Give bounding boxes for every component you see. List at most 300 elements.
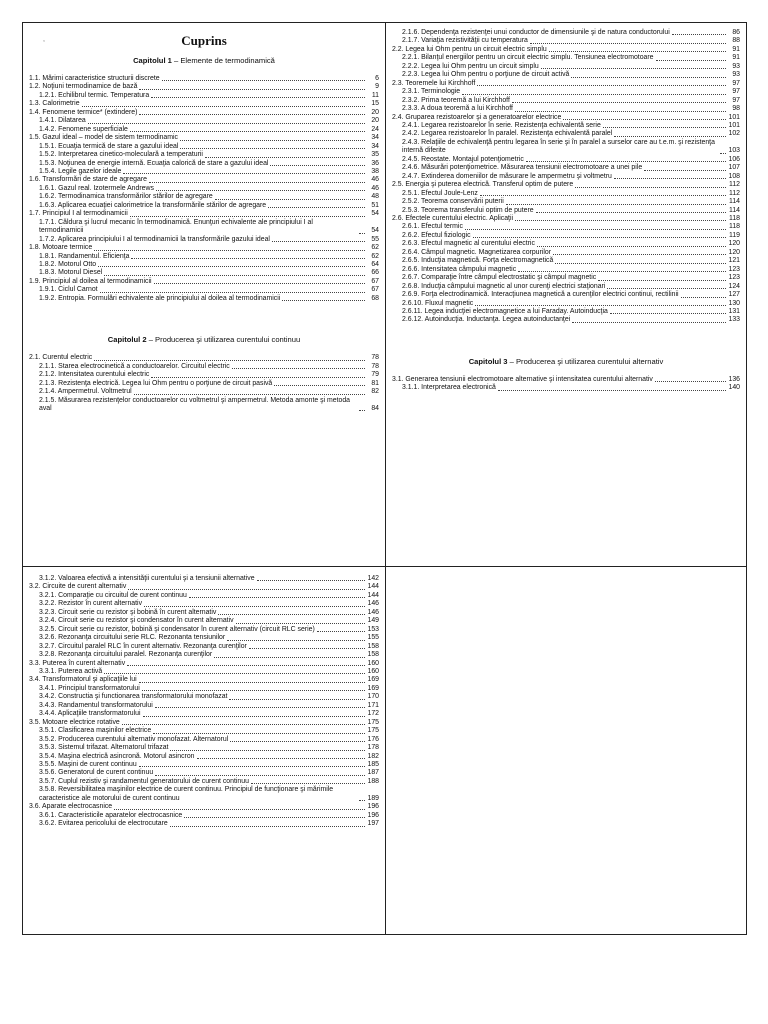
toc-entry-title: 2.4.3. Relaţiile de echivalenţă pentru legarea în serie şi în paralel a surselor care au t.e.m. şi rezistenţa internă diferite — [402, 138, 715, 155]
toc-entry-page: 160 — [367, 667, 379, 675]
dot-leader — [131, 258, 365, 259]
toc-entry — [29, 617, 379, 625]
toc-entry-title: 1.5.1. Ecuaţia termică de stare a gazului ideal — [39, 142, 179, 150]
dot-leader — [205, 157, 365, 158]
dot-leader — [317, 631, 365, 632]
dot-leader — [170, 750, 365, 751]
toc-entry — [392, 257, 740, 265]
dot-leader — [88, 123, 365, 124]
toc-entry-page: 91 — [732, 54, 740, 62]
toc-entry-page: 185 — [367, 760, 379, 768]
toc-entry-title: 2.1.6. Dependenţa rezistenţei unui conductor de dimensiunile şi de natura conductorului — [402, 29, 670, 36]
toc-entry-title: 3.2.1. Comparaţie cu circuitul de curent continuu — [39, 591, 187, 599]
dot-leader — [282, 300, 365, 301]
toc-entry-title: 2.1. Curentul electric — [29, 354, 93, 362]
toc-entry-title: 3.2. Circuite de curent alternativ — [29, 583, 127, 591]
toc-entry-page: 120 — [728, 240, 740, 248]
toc-entry — [392, 384, 740, 392]
toc-entry — [29, 778, 379, 786]
dot-leader — [100, 292, 365, 293]
toc-entry-page: 172 — [367, 710, 379, 718]
toc-entry-page: 130 — [728, 299, 740, 307]
toc-entry-title: 2.6.3. Efectul magnetic al curentului electric — [402, 240, 535, 248]
toc-entry — [392, 114, 740, 122]
toc-entry-page: 38 — [371, 167, 379, 175]
toc-entry-page: 144 — [367, 591, 379, 599]
toc-entry-page: 62 — [371, 244, 379, 252]
toc-entry — [29, 83, 379, 91]
dot-leader — [151, 97, 365, 98]
dot-leader — [268, 207, 365, 208]
toc-list — [392, 376, 740, 393]
toc-entry-title: 2.1.7. Variaţia rezistivităţii cu temperatura — [402, 37, 528, 45]
toc-entry-page: 20 — [371, 108, 379, 116]
toc-entry — [392, 232, 740, 240]
toc-entry-page: 169 — [367, 684, 379, 692]
dot-leader — [155, 707, 365, 708]
toc-entry — [392, 300, 740, 308]
toc-entry-page: 11 — [371, 91, 379, 99]
dot-leader — [189, 597, 365, 598]
toc-entry — [392, 240, 740, 248]
toc-entry-page: 93 — [732, 62, 740, 70]
toc-entry-title: 3.5. Motoare electrice rotative — [29, 718, 120, 726]
toc-entry — [29, 363, 379, 371]
dot-leader — [462, 94, 726, 95]
toc-entry — [29, 219, 379, 236]
dot-leader — [149, 182, 365, 183]
toc-entry-title: 2.4.6. Măsurări potenţiometrice. Măsurarea tensiunii electromotoare a unei pile — [402, 164, 643, 172]
toc-entry-page: 144 — [367, 583, 379, 591]
toc-entry-title: 2.2.3. Legea lui Ohm pentru o porţiune de circuit activă — [402, 71, 570, 79]
dot-leader — [230, 741, 365, 742]
dot-leader — [236, 623, 365, 624]
toc-entry — [29, 210, 379, 218]
toc-entry-page: 155 — [367, 634, 379, 642]
toc-entry-title: 2.6.6. Intensitatea câmpului magnetic — [402, 265, 517, 273]
toc-entry-title: 1.7. Principiul I al termodinamicii — [29, 210, 128, 218]
dot-leader — [530, 43, 726, 44]
toc-entry-title: 3.4.1. Principiul transformatorului — [39, 684, 140, 692]
toc-entry — [392, 54, 740, 62]
toc-entry-title: 1.5.4. Legile gazelor ideale — [39, 167, 122, 175]
dot-leader — [656, 60, 726, 61]
dot-leader — [155, 775, 365, 776]
toc-entry-page: 158 — [367, 651, 379, 659]
toc-entry-page: 15 — [371, 100, 379, 108]
toc-entry-title: 3.4.3. Randamentul transformatorului — [39, 701, 153, 709]
toc-entry-page: 20 — [371, 117, 379, 125]
toc-entry-page: 66 — [371, 269, 379, 277]
dot-leader — [526, 161, 726, 162]
toc-entry — [29, 820, 379, 828]
dot-leader — [515, 220, 726, 221]
toc-entry-title: 2.2. Legea lui Ohm pentru un circuit electric simplu — [392, 45, 547, 53]
dot-leader — [170, 826, 365, 827]
dot-leader — [151, 377, 365, 378]
toc-entry — [29, 295, 379, 303]
toc-entry-page: 84 — [371, 404, 379, 412]
dot-leader — [681, 297, 726, 298]
toc-entry — [29, 278, 379, 286]
toc-entry — [392, 249, 740, 257]
toc-entry-title: 3.1.2. Valoarea efectivă a intensităţii curentului şi a tensiunii alternative — [39, 575, 255, 582]
toc-entry-page: 78 — [371, 362, 379, 370]
toc-entry-page: 112 — [729, 181, 740, 189]
dot-leader — [480, 195, 726, 196]
toc-entry-title: 3.6. Aparate electrocasnice — [29, 803, 113, 811]
toc-entry — [29, 134, 379, 142]
dot-leader — [498, 390, 726, 391]
toc-entry — [29, 244, 379, 252]
toc-entry — [29, 727, 379, 735]
toc-entry-title: 2.1.1. Starea electrocinetică a conductoarelor. Circuitul electric — [39, 362, 230, 370]
toc-entry — [392, 105, 740, 113]
toc-entry — [392, 274, 740, 282]
toc-entry — [392, 316, 740, 324]
dot-leader — [571, 77, 726, 78]
toc-entry-title: 2.6.8. Inducţia câmpului magnetic al unor curenţi electrici staţionari — [402, 282, 606, 290]
dot-leader — [536, 212, 726, 213]
toc-entry-page: 48 — [371, 193, 379, 201]
dot-leader — [518, 271, 726, 272]
toc-entry-title: 3.2.4. Circuit serie cu rezistor şi condensator în curent alternativ — [39, 617, 234, 625]
dot-leader — [603, 127, 726, 128]
dot-leader — [537, 246, 726, 247]
toc-entry — [29, 812, 379, 820]
dot-leader — [214, 657, 365, 658]
toc-entry-page: 133 — [728, 316, 740, 324]
toc-entry-page: 149 — [367, 617, 379, 625]
dot-leader — [128, 589, 365, 590]
toc-entry — [29, 253, 379, 261]
dot-leader — [197, 758, 366, 759]
toc-entry-title: 2.6.7. Comparaţie între câmpul electrostatic şi câmpul magnetic — [402, 274, 597, 282]
toc-entry — [29, 286, 379, 294]
toc-entry-page: 175 — [367, 718, 379, 726]
toc-entry-page: 182 — [367, 752, 379, 760]
toc-entry — [392, 181, 740, 189]
toc-entry — [29, 354, 379, 362]
toc-entry — [29, 193, 379, 201]
toc-entry-title: 3.3.1. Puterea activă — [39, 667, 103, 675]
toc-entry — [392, 37, 740, 45]
toc-entry-page: 197 — [367, 820, 379, 828]
toc-entry-title: 3.5.2. Producerea curentului alternativ monofazat. Alternatorul — [39, 735, 229, 743]
toc-entry — [29, 651, 379, 659]
toc-entry-page: 196 — [367, 811, 379, 819]
toc-entry-title: 2.4. Gruparea rezistoarelor şi a generatoarelor electrice — [392, 113, 562, 121]
dot-leader — [82, 106, 365, 107]
toc-entry-page: 118 — [729, 223, 740, 231]
toc-entry-title: 3.1.1. Interpretarea electronică — [402, 384, 496, 392]
toc-entry — [29, 736, 379, 744]
toc-entry — [29, 753, 379, 761]
toc-entry-page: 98 — [732, 105, 740, 113]
toc-entry-page: 51 — [371, 201, 379, 209]
toc-entry-page: 176 — [367, 735, 379, 743]
dot-leader — [134, 394, 365, 395]
toc-entry-page: 131 — [728, 307, 740, 315]
dot-leader — [515, 111, 726, 112]
toc-entry-title: 1.5. Gazul ideal – model de sistem termodinamic — [29, 134, 178, 142]
dot-leader — [227, 640, 365, 641]
toc-entry-page: 68 — [371, 294, 379, 302]
toc-entry-title: 2.3. Teoremele lui Kirchhoff — [392, 79, 476, 87]
toc-entry — [29, 143, 379, 151]
toc-entry — [29, 236, 379, 244]
toc-entry-title: 2.1.5. Măsurarea rezistenţelor conductoarelor cu voltmetrul şi ampermetrul. Metoda amonte şi metoda aval — [39, 396, 350, 412]
toc-entry-page: 170 — [367, 693, 379, 701]
toc-entry-title: 3.3. Puterea în curent alternativ — [29, 659, 126, 667]
toc-entry — [29, 702, 379, 710]
toc-entry-page: 97 — [732, 96, 740, 104]
toc-entry-title: 2.5.3. Teorema transferului optim de putere — [402, 206, 534, 214]
toc-entry-page: 108 — [728, 172, 740, 180]
toc-entry-title: 2.4.1. Legarea rezistoarelor în serie. Rezistenţa echivalentă serie — [402, 121, 601, 129]
toc-entry — [392, 215, 740, 223]
toc-entry-title: 2.3.2. Prima teoremă a lui Kirchhoff — [402, 96, 510, 104]
toc-entry-page: 54 — [371, 227, 379, 235]
toc-entry-title: 2.2.2. Legea lui Ohm pentru un circuit simplu — [402, 62, 539, 70]
dot-leader — [139, 89, 365, 90]
toc-entry-page: 101 — [728, 113, 740, 121]
toc-entry-page: 127 — [728, 291, 740, 299]
toc-entry-page: 124 — [728, 282, 740, 290]
toc-entry-title: 1.4.1. Dilatarea — [39, 117, 86, 125]
toc-entry-title: 1.6.1. Gazul real. Izotermele Andrews — [39, 184, 154, 192]
dot-leader — [598, 280, 726, 281]
toc-entry-page: 114 — [729, 198, 740, 206]
toc-entry-page: 34 — [371, 142, 379, 150]
dot-leader — [614, 178, 726, 179]
toc-entry-title: 2.4.7. Extinderea domeniilor de măsurare le ampermetru şi voltmetru — [402, 172, 612, 180]
toc-entry — [29, 168, 379, 176]
toc-entry-title: 2.5.2. Teorema conservării puterii — [402, 198, 504, 206]
toc-entry-page: 34 — [371, 134, 379, 142]
toc-entry-title: 1.8. Motoare termice — [29, 244, 93, 252]
toc-entry — [29, 109, 379, 117]
dot-leader — [162, 80, 365, 81]
toc-entry-title: 3.6.1. Caracteristicile aparatelor electrocasnice — [39, 811, 183, 819]
toc-entry-page: 142 — [367, 575, 379, 582]
toc-entry — [29, 75, 379, 83]
toc-entry — [392, 173, 740, 181]
toc-entry-page: 67 — [371, 286, 379, 294]
toc-entry-title: 1.8.1. Randamentul. Eficienţa — [39, 252, 130, 260]
toc-entry — [29, 643, 379, 651]
toc-entry — [29, 710, 379, 718]
dot-leader — [477, 85, 726, 86]
toc-entry — [392, 122, 740, 130]
toc-entry-page: 88 — [732, 37, 740, 45]
toc-entry-title: 2.5.1. Efectul Joule-Lenz — [402, 189, 478, 197]
dot-leader — [153, 733, 365, 734]
toc-entry — [29, 269, 379, 277]
toc-entry-title: 2.6.12. Autoinducţia. Inductanţa. Legea autoinductanţei — [402, 316, 571, 324]
dot-leader — [475, 305, 726, 306]
toc-entry — [392, 198, 740, 206]
toc-entry — [29, 371, 379, 379]
toc-entry — [29, 803, 379, 811]
toc-entry — [29, 693, 379, 701]
dot-leader — [139, 114, 365, 115]
toc-entry-page: 103 — [728, 147, 740, 155]
toc-entry-title: 2.6. Efectele curentului electric. Aplicaţii — [392, 214, 514, 222]
toc-entry-title: 3.2.8. Rezonanţa circuitului paralel. Rezonanţa curenţilor — [39, 651, 213, 659]
toc-entry-page: 175 — [367, 727, 379, 735]
toc-entry-page: 178 — [367, 744, 379, 752]
toc-entry-title: 2.2.1. Bilanţul energiilor pentru un circuit electric simplu. Tensiunea electromotoare — [402, 54, 654, 62]
toc-entry-page: 62 — [371, 252, 379, 260]
toc-entry-page: 46 — [371, 184, 379, 192]
dot-leader — [98, 266, 365, 267]
toc-entry — [392, 139, 740, 156]
toc-entry — [392, 207, 740, 215]
toc-entry-title: 1.4. Fenomene termice* (extindere) — [29, 108, 138, 116]
dot-leader — [506, 204, 726, 205]
dot-leader — [123, 173, 365, 174]
dot-leader — [655, 381, 726, 382]
dot-leader — [359, 233, 365, 234]
toc-entry-page: 120 — [728, 248, 740, 256]
toc-entry-title: 2.5. Energia şi puterea electrică. Transferul optim de putere — [392, 181, 574, 189]
dot-leader — [94, 250, 365, 251]
toc-list — [392, 29, 740, 325]
toc-entry-title: 1.2. Noţiuni termodinamice de bază — [29, 83, 138, 91]
toc-entry-title: 3.2.3. Circuit serie cu rezistor şi bobină în curent alternativ — [39, 608, 217, 616]
toc-entry-title: 3.5.3. Sistemul trifazat. Alternatorul trifazat — [39, 744, 169, 752]
dot-leader — [144, 606, 365, 607]
toc-entry-page: 158 — [367, 642, 379, 650]
toc-entry-page: 36 — [371, 159, 379, 167]
dot-leader — [249, 648, 365, 649]
toc-entry-title: 3.1. Generarea tensiunii electromotoare alternative şi intensitatea curentului alternativ — [392, 375, 653, 383]
toc-entry-title: 3.2.7. Circuitul paralel RLC în curent alternativ. Rezonanţa curenţilor — [39, 642, 247, 650]
toc-entry — [29, 126, 379, 134]
toc-entry — [29, 626, 379, 634]
toc-entry-page: 118 — [729, 214, 740, 222]
toc-entry-title: 3.5.8. Reversibilitatea maşinilor electrice de curent continuu. Principiul de funcţionare şi mărimile caracteristice ale motorului de curent continuu — [39, 786, 334, 802]
page-title: Cuprins — [181, 33, 227, 48]
toc-entry-title: 3.5.4. Maşina electrică asincronă. Motorul asincron — [39, 752, 195, 760]
dot-leader — [555, 263, 726, 264]
toc-entry-title: 1.5.3. Noţiunea de energie internă. Ecuaţia calorică de stare a gazului ideal — [39, 159, 269, 167]
toc-entry-title: 2.6.10. Fluxul magnetic — [402, 299, 474, 307]
toc-entry — [29, 668, 379, 676]
toc-entry-title: 3.2.5. Circuit serie cu rezistor, bobină şi condensator în curent alternativ (circuit RLC serie) — [39, 625, 315, 633]
dot-leader — [180, 148, 365, 149]
toc-entry — [29, 769, 379, 777]
toc-entry-title: 3.4. Transformatorul şi aplicaţiile lui — [29, 676, 137, 684]
dot-leader — [274, 385, 365, 386]
toc-entry-title: 1.6. Transformări de stare de agregare — [29, 176, 147, 184]
dot-leader — [359, 800, 365, 801]
toc-entry-page: 187 — [367, 769, 379, 777]
toc-entry-title: 2.4.2. Legarea rezistoarelor în paralel. Rezistenţa echivalentă paralel — [402, 130, 613, 138]
chapter-heading-1: Capitolul 1 – Elemente de termodinamică — [133, 56, 275, 65]
toc-page-3 — [22, 566, 386, 935]
dot-leader — [143, 716, 366, 717]
dot-leader — [610, 313, 726, 314]
toc-entry — [392, 283, 740, 291]
dot-leader — [672, 34, 726, 35]
toc-entry-page: 24 — [371, 125, 379, 133]
dot-leader — [114, 809, 365, 810]
toc-entry-page: 6 — [375, 75, 379, 82]
toc-entry-page: 81 — [371, 379, 379, 387]
toc-entry-title: 2.3.3. A doua teoremă a lui Kirchhoff — [402, 105, 513, 113]
toc-entry — [392, 190, 740, 198]
dot-leader — [359, 410, 365, 411]
toc-list — [29, 575, 379, 829]
toc-entry — [392, 266, 740, 274]
toc-entry-title: 1.9. Principiul al doilea al termodinamicii — [29, 277, 152, 285]
toc-entry — [29, 92, 379, 100]
toc-entry-title: 3.2.6. Rezonanţa circuitului serie RLC. Rezonanta tensiunilor — [39, 634, 226, 642]
toc-entry-page: 140 — [728, 384, 740, 392]
dot-leader — [257, 580, 365, 581]
toc-entry-title: 1.3. Calorimetrie — [29, 100, 80, 108]
toc-entry-title: 1.7.2. Aplicarea principiului I al termodinamicii la transformările gazului ideal — [39, 235, 270, 243]
toc-entry-title: 2.1.3. Rezistenţa electrică. Legea lui Ohm pentru o porţiune de circuit pasivă — [39, 379, 273, 387]
dot-leader — [139, 682, 365, 683]
dot-leader — [229, 699, 365, 700]
toc-entry-title: 1.6.2. Termodinamica transformărilor stărilor de agregare — [39, 193, 213, 201]
toc-entry-page: 79 — [371, 371, 379, 379]
dot-leader — [465, 229, 726, 230]
toc-entry — [29, 660, 379, 668]
toc-list — [29, 354, 379, 413]
toc-entry — [29, 261, 379, 269]
toc-entry-page: 97 — [732, 79, 740, 87]
toc-entry — [392, 376, 740, 384]
toc-entry — [392, 97, 740, 105]
dot-leader — [553, 254, 726, 255]
toc-entry — [29, 176, 379, 184]
toc-entry-title: 3.4.4. Aplicaţiile transformatorului — [39, 710, 141, 718]
toc-entry — [29, 685, 379, 693]
toc-entry — [392, 29, 740, 37]
toc-entry — [29, 151, 379, 159]
toc-entry-title: 3.5.7. Cuplul rezistiv şi randamentul generatorului de curent continuu — [39, 777, 249, 785]
dot-leader — [156, 190, 365, 191]
toc-entry — [29, 100, 379, 108]
toc-entry — [392, 80, 740, 88]
toc-entry-page: 112 — [729, 189, 740, 197]
dot-leader — [270, 165, 365, 166]
toc-entry-title: 3.5.1. Clasificarea maşinilor electrice — [39, 727, 152, 735]
dot-leader — [139, 766, 365, 767]
toc-entry — [29, 786, 379, 803]
toc-entry-page: 86 — [732, 29, 740, 36]
toc-entry-title: 2.1.2. Intensitatea curentului electric — [39, 371, 150, 379]
toc-entry — [392, 291, 740, 299]
toc-entry-page: 82 — [371, 388, 379, 396]
toc-entry-title: 3.6.2. Evitarea pericolului de electrocutare — [39, 820, 168, 828]
dot-leader — [607, 288, 726, 289]
dot-leader — [541, 68, 726, 69]
toc-entry-title: 2.3.1. Terminologie — [402, 88, 461, 96]
toc-entry-title: 2.4.5. Reostate. Montajul potenţiometric — [402, 155, 524, 163]
toc-entry-page: 123 — [728, 265, 740, 273]
toc-entry — [29, 583, 379, 591]
dot-leader — [614, 136, 726, 137]
toc-entry-title: 2.6.2. Efectul fiziologic — [402, 231, 471, 239]
toc-entry-page: 171 — [367, 701, 379, 709]
toc-entry-page: 136 — [728, 375, 740, 383]
toc-entry — [392, 63, 740, 71]
